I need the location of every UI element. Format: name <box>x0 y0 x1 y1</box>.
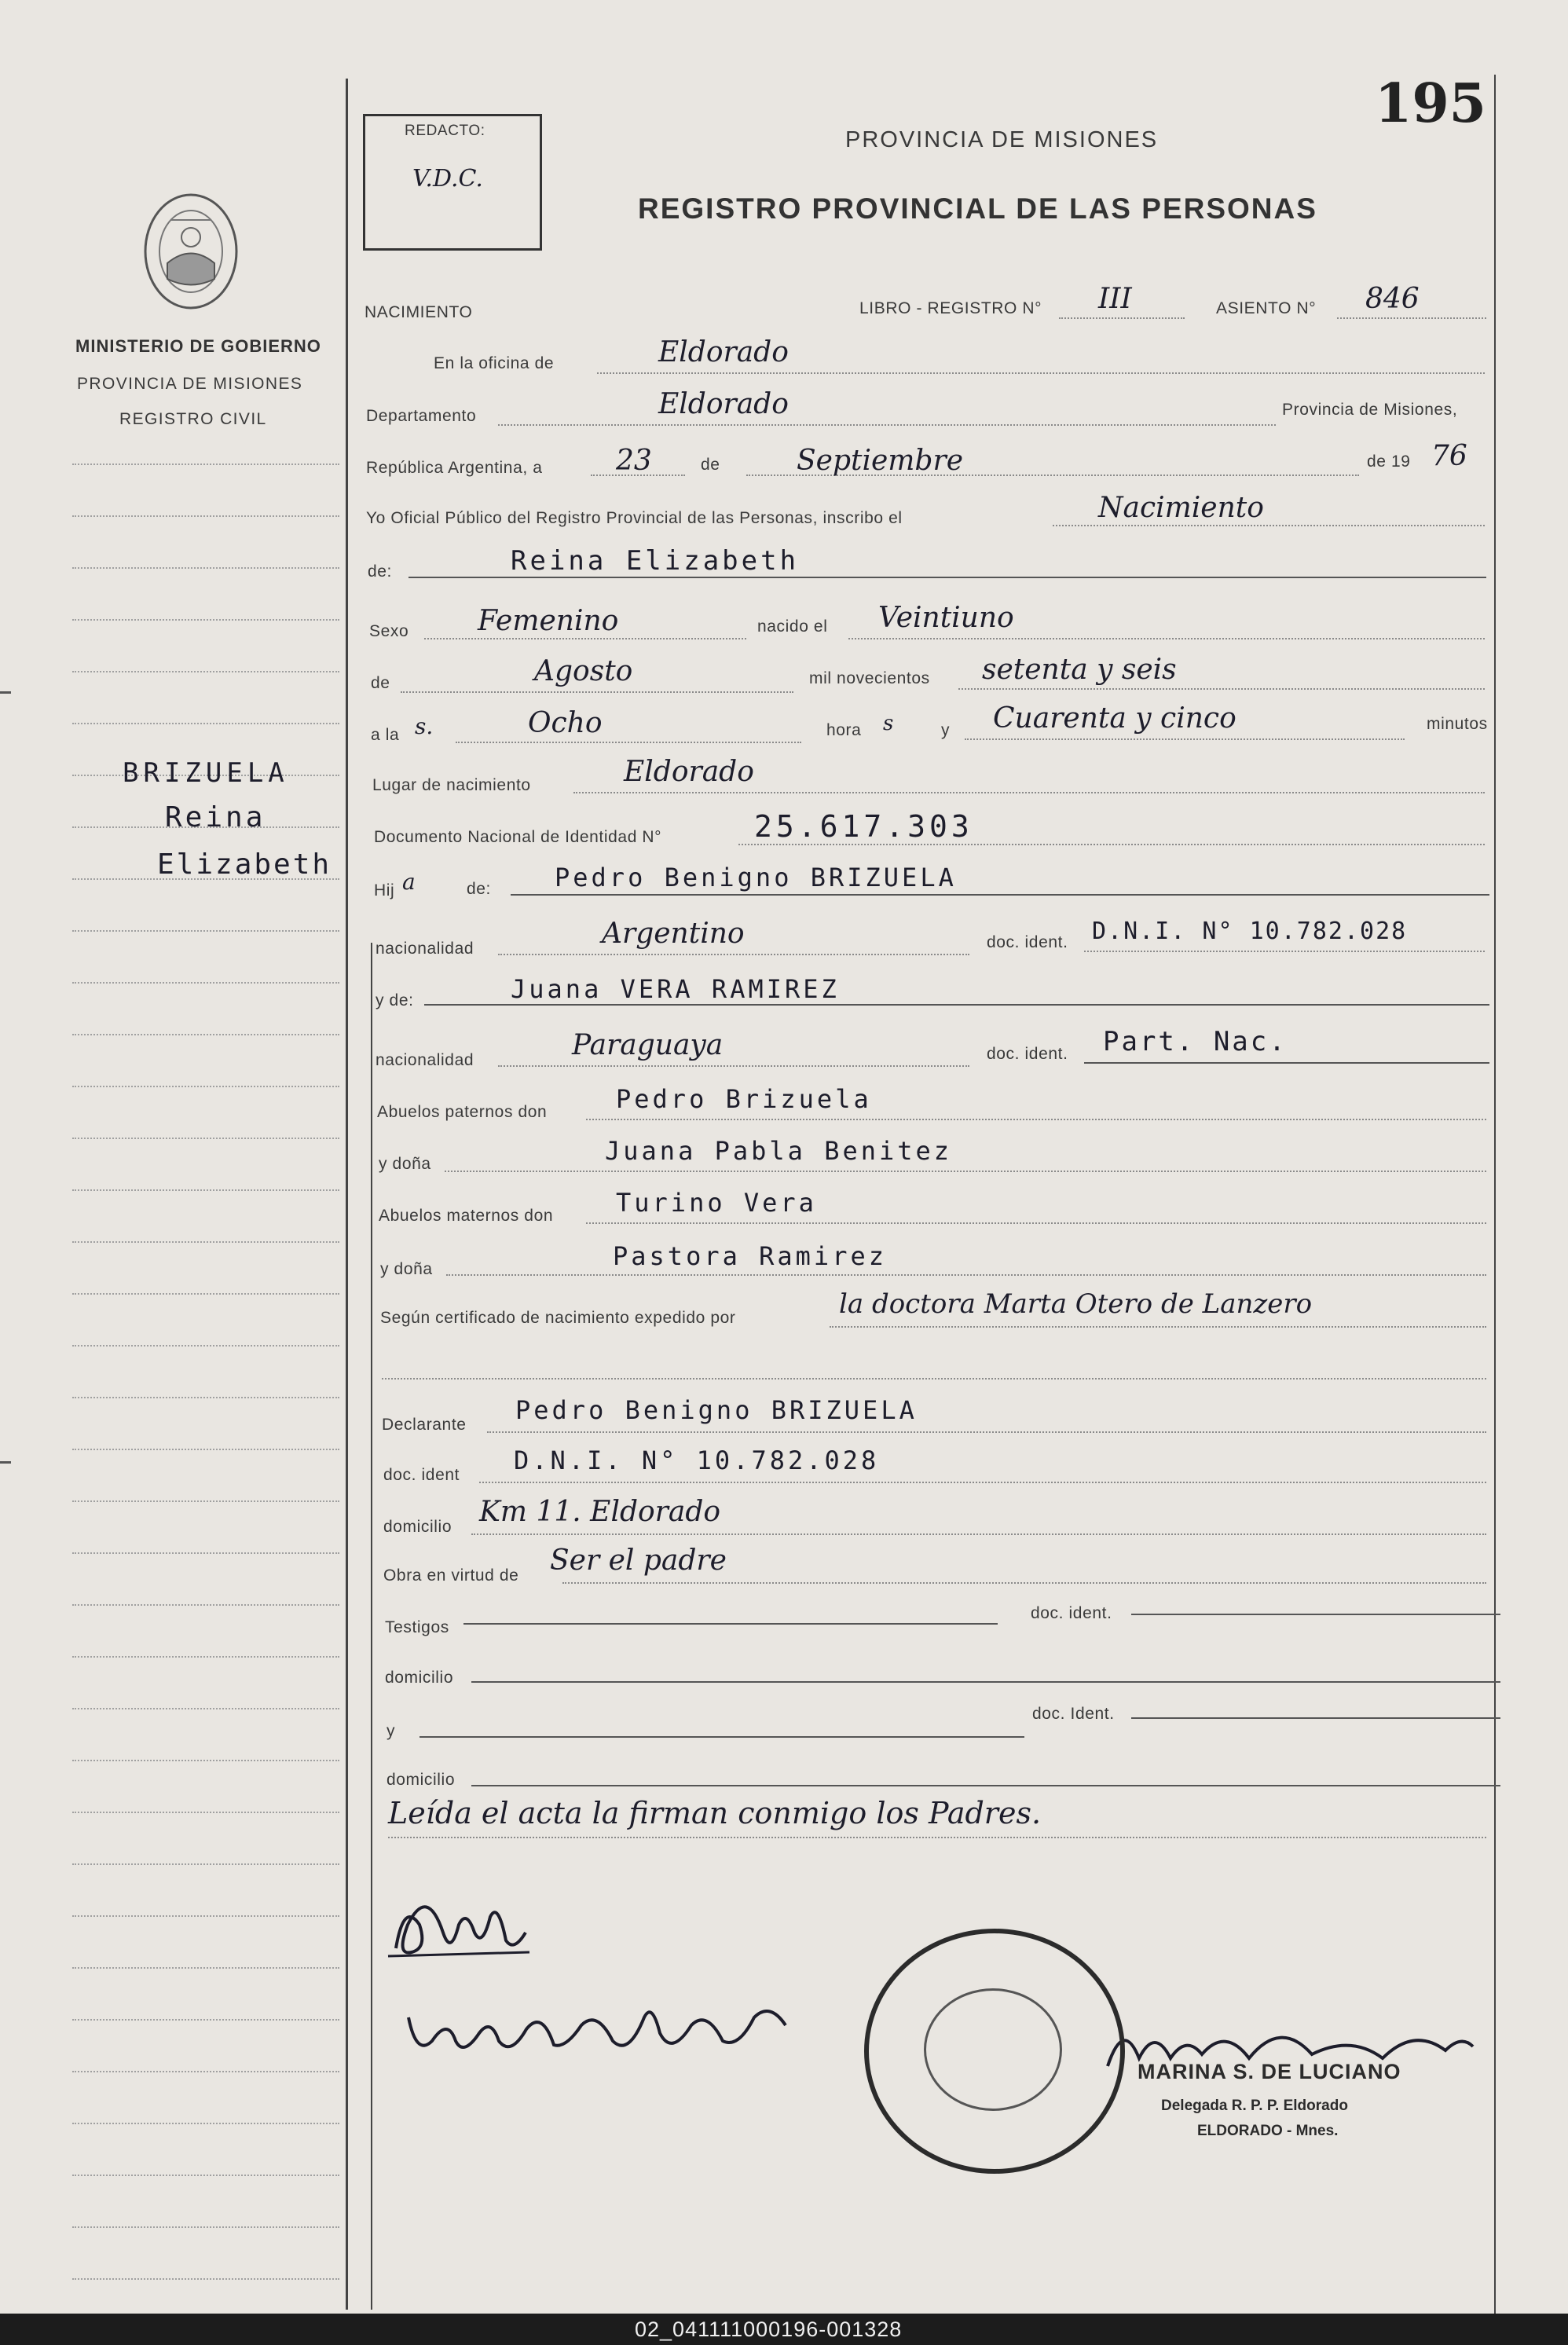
margin-ruled-line <box>72 2123 339 2124</box>
mes-value: Agosto <box>534 655 633 687</box>
margin-ruled-line <box>72 1500 339 1502</box>
name-line <box>408 577 1486 578</box>
testigo2-line <box>419 1736 1024 1738</box>
certificado-label: Según certificado de nacimiento expedido por <box>380 1309 736 1327</box>
docid1-dotted-line <box>1084 951 1485 952</box>
oficina-dotted-line <box>597 372 1485 374</box>
redacto-label: REDACTO: <box>405 123 485 139</box>
inscribo-value: Nacimiento <box>1098 492 1264 524</box>
redacto-box <box>363 114 542 251</box>
obra-dotted-line <box>562 1582 1486 1584</box>
nacimiento-label: NACIMIENTO <box>365 303 473 321</box>
declarante-dotted-line <box>487 1431 1486 1433</box>
docid2-line <box>1084 1062 1489 1064</box>
margin-first-name: Reina <box>165 801 266 834</box>
t-domicilio2-label: domicilio <box>387 1771 456 1789</box>
ala-label: a la <box>371 726 400 744</box>
margin-ruled-line <box>72 2071 339 2072</box>
t-domicilio1-line <box>471 1681 1500 1683</box>
margin-ruled-line <box>72 982 339 984</box>
stamp-center <box>924 1988 1062 2111</box>
margin-ruled-line <box>72 464 339 465</box>
docid1-label: doc. ident. <box>987 933 1068 951</box>
libro-dotted-line <box>1059 317 1185 319</box>
month-value: Septiembre <box>797 445 963 477</box>
mil-dotted-line <box>958 688 1485 690</box>
docident-label: doc. ident <box>383 1466 460 1484</box>
margin-ruled-line <box>72 1863 339 1865</box>
asiento-dotted-line <box>1337 317 1486 319</box>
ydona1-label: y doña <box>379 1155 431 1173</box>
father-value: Pedro Benigno BRIZUELA <box>555 863 957 892</box>
t-y-label: y <box>387 1722 396 1740</box>
dni-label: Documento Nacional de Identidad N° <box>374 828 662 846</box>
margin-ruled-line <box>72 1604 339 1606</box>
hora-value: Ocho <box>528 707 603 739</box>
year-value: 76 <box>1431 440 1467 472</box>
margin-ruled-line <box>72 1760 339 1761</box>
abuelo-mat-value: Turino Vera <box>616 1188 817 1218</box>
ydona2-label: y doña <box>380 1260 433 1278</box>
nacido-dotted-line <box>848 638 1485 639</box>
redacto-value: V.D.C. <box>412 165 483 192</box>
declarante-label: Declarante <box>382 1416 467 1434</box>
oficina-label: En la oficina de <box>434 354 555 372</box>
obra-value: Ser el padre <box>550 1544 727 1577</box>
minutos-label: minutos <box>1427 715 1488 733</box>
margin-ruled-line <box>72 2278 339 2280</box>
stamp-name: MARINA S. DE LUCIANO <box>1138 2060 1401 2083</box>
certificado-dotted-line <box>830 1326 1486 1328</box>
obra-label: Obra en virtud de <box>383 1566 519 1585</box>
sexo-label: Sexo <box>369 622 409 640</box>
abuelo-pat-dotted-line <box>586 1119 1486 1120</box>
registry-title: REGISTRO PROVINCIAL DE LAS PERSONAS <box>638 192 1317 225</box>
margin-ruled-line <box>72 515 339 517</box>
stamp-location: ELDORADO - Mnes. <box>1197 2123 1339 2139</box>
de-name-label: de: <box>368 562 392 581</box>
hora-dotted-line <box>456 742 801 743</box>
margin-ruled-line <box>72 1967 339 1969</box>
ala-suffix: s. <box>415 713 434 739</box>
margin-second-name: Elizabeth <box>157 848 332 881</box>
lugar-value: Eldorado <box>624 756 754 788</box>
t-domicilio2-line <box>471 1785 1500 1786</box>
dni-value: 25.617.303 <box>754 809 973 844</box>
margin-ruled-line <box>72 671 339 672</box>
abuela-pat-dotted-line <box>445 1171 1486 1172</box>
docident-dotted-line <box>479 1482 1486 1483</box>
sexo-dotted-line <box>424 638 746 639</box>
province-seal-icon <box>140 189 242 314</box>
margin-ruled-line <box>72 930 339 932</box>
certificado-continuation-line <box>382 1378 1486 1380</box>
binding-mark <box>0 691 11 694</box>
binding-mark <box>0 1461 11 1464</box>
margin-ruled-line <box>72 1189 339 1191</box>
year-prefix: de 19 <box>1367 453 1411 471</box>
testigos-label: Testigos <box>385 1618 449 1636</box>
closing-value: Leída el acta la firman conmigo los Padres. <box>388 1796 1042 1830</box>
margin-ruled-line <box>72 1915 339 1917</box>
departamento-dotted-line <box>498 424 1276 426</box>
hija-de-label: de: <box>467 880 491 898</box>
t-domicilio1-label: domicilio <box>385 1669 454 1687</box>
t-docident2-line <box>1131 1717 1500 1719</box>
abuelos-pat-label: Abuelos paternos don <box>377 1103 548 1121</box>
nacido-label: nacido el <box>757 617 828 636</box>
abuela-mat-dotted-line <box>446 1274 1486 1276</box>
certificado-value: la doctora Marta Otero de Lanzero <box>839 1288 1313 1320</box>
margin-ruled-line <box>72 1708 339 1709</box>
domicilio-dotted-line <box>471 1533 1486 1535</box>
stamp-role: Delegada R. P. P. Eldorado <box>1161 2098 1348 2114</box>
horas-suffix: s <box>883 712 894 735</box>
departamento-value: Eldorado <box>658 388 789 420</box>
official-stamp <box>864 1929 1125 2174</box>
mil-value: setenta y seis <box>982 654 1177 686</box>
mil-label: mil novecientos <box>809 669 930 687</box>
ministry-label: MINISTERIO DE GOBIERNO <box>75 336 321 356</box>
hija-suffix: a <box>402 869 416 895</box>
margin-ruled-line <box>72 1397 339 1398</box>
abuelos-mat-label: Abuelos maternos don <box>379 1207 554 1225</box>
margin-ruled-line <box>72 1552 339 1554</box>
margin-ruled-line <box>72 1138 339 1139</box>
docid1-value: D.N.I. N° 10.782.028 <box>1092 918 1408 945</box>
t-docident2-label: doc. Ident. <box>1032 1705 1115 1723</box>
margin-ruled-line <box>72 2019 339 2021</box>
nac2-dotted-line <box>498 1065 969 1067</box>
margin-ruled-line <box>72 1086 339 1087</box>
testigo1-line <box>463 1623 998 1625</box>
departamento-label: Departamento <box>366 407 477 425</box>
asiento-value: 846 <box>1365 283 1420 315</box>
father-signature <box>380 1878 537 1972</box>
page-number: 195 <box>1375 72 1486 135</box>
margin-ruled-line <box>72 1293 339 1295</box>
sexo-value: Femenino <box>478 605 619 637</box>
left-province-label: PROVINCIA DE MISIONES <box>77 375 303 393</box>
margin-ruled-line <box>72 1812 339 1813</box>
minutos-value: Cuarenta y cinco <box>993 702 1236 735</box>
oficial-text: Yo Oficial Público del Registro Provincial de las Personas, inscribo el <box>366 509 903 527</box>
nac2-value: Paraguaya <box>572 1029 724 1061</box>
asiento-label: ASIENTO N° <box>1216 299 1317 317</box>
margin-ruled-line <box>72 619 339 621</box>
mother-value: Juana VERA RAMIREZ <box>511 974 840 1004</box>
t-docident1-line <box>1131 1614 1500 1615</box>
mother-line <box>424 1004 1489 1006</box>
dni-dotted-line <box>738 844 1485 845</box>
docid2-value: Part. Nac. <box>1103 1026 1288 1057</box>
column-divider <box>346 79 348 2310</box>
margin-ruled-line <box>72 723 339 724</box>
margin-ruled-line <box>72 2175 339 2176</box>
nacido-value: Veintiuno <box>878 602 1014 634</box>
nac1-label: nacionalidad <box>376 940 474 958</box>
yde-label: y de: <box>376 991 414 1009</box>
inscribo-dotted-line <box>1053 525 1485 526</box>
nac1-dotted-line <box>498 954 969 955</box>
name-value: Reina Elizabeth <box>511 545 800 577</box>
mes-dotted-line <box>401 691 793 693</box>
margin-ruled-line <box>72 1345 339 1347</box>
republica-label: República Argentina, a <box>366 459 543 477</box>
day-value: 23 <box>616 445 652 477</box>
lugar-label: Lugar de nacimiento <box>372 776 531 794</box>
y-label: y <box>941 721 951 739</box>
footer-id: 02_041111000196-001328 <box>635 2318 903 2341</box>
domicilio-label: domicilio <box>383 1518 452 1536</box>
hija-label: Hij <box>374 881 395 900</box>
abuela-pat-value: Juana Pabla Benitez <box>605 1136 953 1166</box>
column-divider-inner <box>371 943 372 2310</box>
margin-ruled-line <box>72 1034 339 1035</box>
horas-label: hora <box>826 721 862 739</box>
t-docident1-label: doc. ident. <box>1031 1604 1112 1622</box>
minutos-dotted-line <box>965 738 1405 740</box>
margin-ruled-line <box>72 2226 339 2228</box>
de-label: de <box>701 456 720 474</box>
right-border <box>1494 75 1496 2314</box>
oficina-value: Eldorado <box>658 336 789 368</box>
nac1-value: Argentino <box>602 918 745 950</box>
abuela-mat-value: Pastora Ramirez <box>613 1241 887 1271</box>
provincia-suffix: Provincia de Misiones, <box>1282 401 1458 419</box>
abuelo-mat-dotted-line <box>586 1222 1486 1224</box>
libro-value: III <box>1098 283 1132 315</box>
abuelo-pat-value: Pedro Brizuela <box>616 1084 872 1114</box>
mother-signature <box>401 1986 793 2072</box>
lugar-dotted-line <box>573 792 1485 793</box>
margin-surname: BRIZUELA <box>123 757 289 789</box>
margin-ruled-line <box>72 1449 339 1450</box>
closing-dotted-line <box>388 1837 1486 1838</box>
docident-value: D.N.I. N° 10.782.028 <box>514 1445 880 1475</box>
nac2-label: nacionalidad <box>376 1051 474 1069</box>
margin-ruled-line <box>72 1656 339 1658</box>
header-province: PROVINCIA DE MISIONES <box>845 127 1159 152</box>
libro-label: LIBRO - REGISTRO N° <box>859 299 1042 317</box>
father-line <box>511 894 1489 896</box>
civil-registry-label: REGISTRO CIVIL <box>119 410 267 428</box>
declarante-value: Pedro Benigno BRIZUELA <box>515 1395 918 1425</box>
domicilio-value: Km 11. Eldorado <box>479 1496 721 1528</box>
margin-ruled-line <box>72 1241 339 1243</box>
docid2-label: doc. ident. <box>987 1045 1068 1063</box>
margin-ruled-line <box>72 567 339 569</box>
de-mes-label: de <box>371 674 390 692</box>
